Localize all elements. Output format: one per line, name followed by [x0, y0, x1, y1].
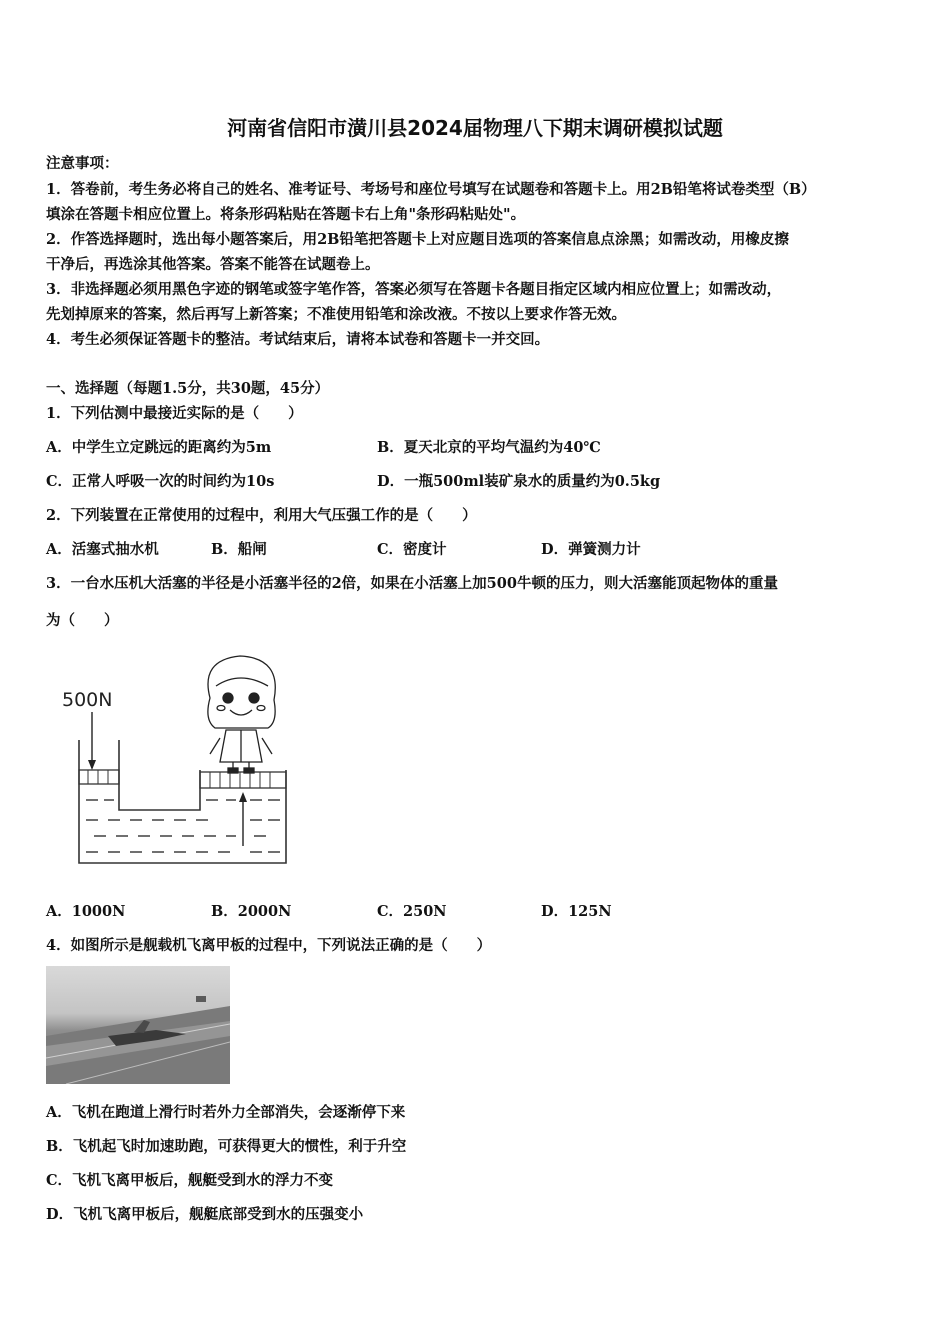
question-3-stem: 3．一台水压机大活塞的半径是小活塞半径的2倍，如果在小活塞上加500牛顿的压力，则大活塞能顶起物体的重量: [46, 575, 778, 592]
notice-line: 2．作答选择题时，选出每小题答案后，用2B铅笔把答题卡上对应题目选项的答案信息点涂黑；如需改动，用橡皮擦: [46, 231, 789, 248]
q4-option-a[interactable]: A．飞机在跑道上滑行时若外力全部消失，会逐渐停下来: [46, 1104, 406, 1121]
notice-line: 4．考生必须保证答题卡的整洁。考试结束后，请将本试卷和答题卡一并交回。: [46, 331, 550, 348]
q4-option-b[interactable]: B．飞机起飞时加速助跑，可获得更大的惯性，利于升空: [46, 1138, 407, 1155]
hydraulic-press-figure: [50, 650, 300, 870]
q4-option-c[interactable]: C．飞机飞离甲板后，舰艇受到水的浮力不变: [46, 1172, 334, 1189]
question-2-stem: 2．下列装置在正常使用的过程中，利用大气压强工作的是（ ）: [46, 507, 477, 524]
exam-title: 河南省信阳市潢川县2024届物理八下期末调研模拟试题: [227, 116, 723, 140]
q2-option-b[interactable]: B．船闸: [211, 541, 267, 558]
q3-option-b[interactable]: B．2000N: [211, 903, 292, 920]
q3-option-d[interactable]: D．125N: [541, 903, 612, 920]
girl-figure: [208, 656, 275, 773]
q1-option-a[interactable]: A．中学生立定跳远的距离约为5m: [46, 439, 272, 456]
large-piston: [200, 772, 286, 788]
notice-line: 3．非选择题必须用黑色字迹的钢笔或签字笔作答，答案必须写在答题卡各题目指定区域内相应位置上；如需改动，: [46, 281, 782, 298]
question-1-stem: 1．下列估测中最接近实际的是（ ）: [46, 405, 303, 422]
question-4-stem: 4．如图所示是舰载机飞离甲板的过程中，下列说法正确的是（ ）: [46, 937, 492, 954]
q3-option-c[interactable]: C．250N: [377, 903, 447, 920]
notice-line: 填涂在答题卡相应位置上。将条形码粘贴在答题卡右上角"条形码粘贴处"。: [46, 206, 526, 223]
q3-option-a[interactable]: A．1000N: [46, 903, 126, 920]
notice-line: 先划掉原来的答案，然后再写上新答案；不准使用铅笔和涂改液。不按以上要求作答无效。: [46, 306, 626, 323]
q2-option-c[interactable]: C．密度计: [377, 541, 447, 558]
question-3-stem-cont: 为（ ）: [46, 612, 119, 629]
q2-option-d[interactable]: D．弹簧测力计: [541, 541, 641, 558]
q2-option-a[interactable]: A．活塞式抽水机: [46, 541, 159, 558]
notice-line: 干净后，再选涂其他答案。答案不能答在试题卷上。: [46, 256, 380, 273]
q4-option-d[interactable]: D．飞机飞离甲板后，舰艇底部受到水的压强变小: [46, 1206, 364, 1223]
small-piston: [79, 770, 119, 784]
force-arrowhead: [88, 760, 96, 770]
water-dashes: [86, 800, 280, 852]
carrier-jet-photo: [46, 966, 230, 1084]
q1-option-c[interactable]: C．正常人呼吸一次的时间约为10s: [46, 473, 275, 490]
q1-option-b[interactable]: B．夏天北京的平均气温约为40℃: [377, 439, 601, 456]
section-heading: 一、选择题（每题1.5分，共30题，45分）: [46, 380, 330, 397]
notice-heading: 注意事项：: [46, 155, 119, 172]
force-label: 500N: [62, 689, 113, 711]
carrier-deck-illustration: [46, 966, 230, 1084]
lift-arrowhead: [239, 792, 247, 802]
notice-line: 1．答卷前，考生务必将自己的姓名、准考证号、考场号和座位号填写在试题卷和答题卡上。用2B铅笔将试卷类型（B）: [46, 181, 816, 198]
q1-option-d[interactable]: D．一瓶500ml装矿泉水的质量约为0.5kg: [377, 473, 661, 490]
container-divider: [119, 740, 200, 810]
